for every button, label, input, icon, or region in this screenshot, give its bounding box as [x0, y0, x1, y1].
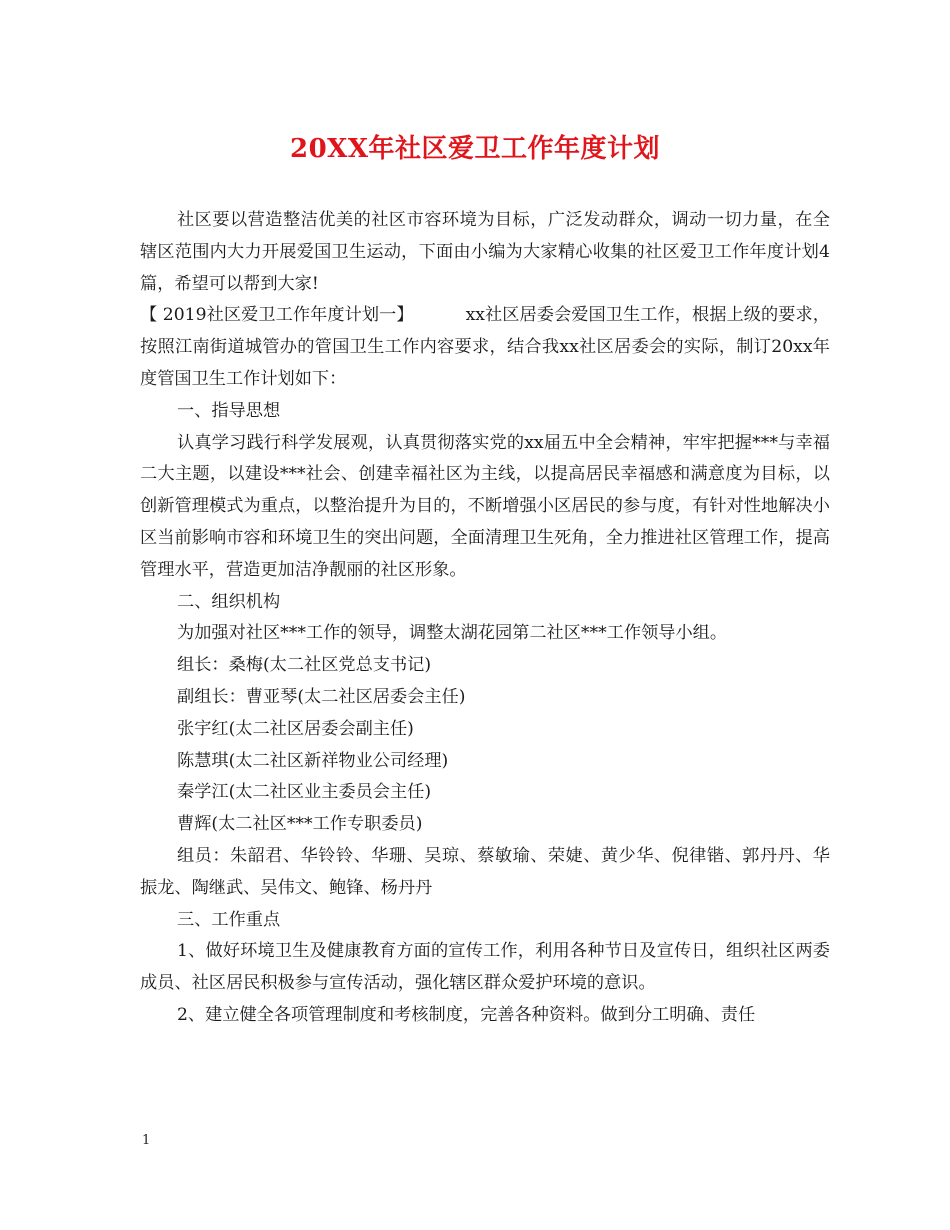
section-heading-guiding-thought: 一、指导思想: [177, 400, 281, 421]
group-members-paragraph: 组员：朱韶君、华铃铃、华珊、吴琼、蔡敏瑜、荣婕、黄少华、倪律锴、郭丹丹、华振龙、陶继武、吴伟文、鲍锋、杨丹丹: [140, 845, 830, 898]
guiding-thought-paragraph: 认真学习践行科学发展观，认真贯彻落实党的xx届五中全会精神，牢牢把握***与幸福二大主题，以建设***社会、创建幸福社区为主线，以提高居民幸福感和满意度为目标，以创新管理模式为重点，以整治提升为目的，不断增强小区居民的参与度，有针对性地解决小区当前影响市容和环境卫生的突出问题，全面清理卫生死角，全力推进社区管理工作，提高管理水平，营造更加洁净靓丽的社区形象。: [140, 432, 830, 580]
section-heading-organization: 二、组织机构: [177, 591, 281, 612]
member-line: 组长：桑梅(太二社区党总支书记): [177, 655, 432, 676]
organization-paragraph: 为加强对社区***工作的领导，调整太湖花园第二社区***工作领导小组。: [177, 623, 728, 644]
member-line: 张宇红(太二社区居委会副主任): [177, 718, 414, 739]
page-number: 1: [142, 1133, 151, 1148]
document-title: 20XX年社区爱卫工作年度计划: [289, 134, 661, 164]
member-line: 秦学江(太二社区业主委员会主任): [177, 782, 432, 803]
work-item-2: 2、建立健全各项管理制度和考核制度，完善各种资料。做到分工明确、责任: [177, 1004, 756, 1025]
section-heading-work-focus: 三、工作重点: [177, 909, 281, 930]
member-line: 曹辉(太二社区***工作专职委员): [177, 814, 423, 835]
plan-paragraph: [140, 300, 830, 395]
intro-paragraph: 社区要以营造整洁优美的社区市容环境为目标，广泛发动群众，调动一切力量，在全辖区范围内大力开展爱国卫生运动，下面由小编为大家精心收集的社区爱卫工作年度计划4篇，希望可以帮到大家!: [140, 210, 830, 294]
plan-heading: 【 2019社区爱卫工作年度计划一】: [140, 305, 414, 326]
work-item-1: 1、做好环境卫生及健康教育方面的宣传工作，利用各种节日及宣传日，组织社区两委成员、社区居民积极参与宣传活动，强化辖区群众爱护环境的意识。: [140, 941, 830, 994]
member-line: 陈慧琪(太二社区新祥物业公司经理): [177, 750, 449, 771]
document-body: [140, 205, 830, 1032]
member-line: 副组长：曹亚琴(太二社区居委会主任): [177, 686, 466, 707]
plan-lead: xx社区居委会爱国卫生工作，根据上级的要求，按照江南街道城管办的管国卫生工作内容要求，结合我xx社区居委会的实际，制订20xx年度管国卫生工作计划如下：: [140, 305, 830, 389]
